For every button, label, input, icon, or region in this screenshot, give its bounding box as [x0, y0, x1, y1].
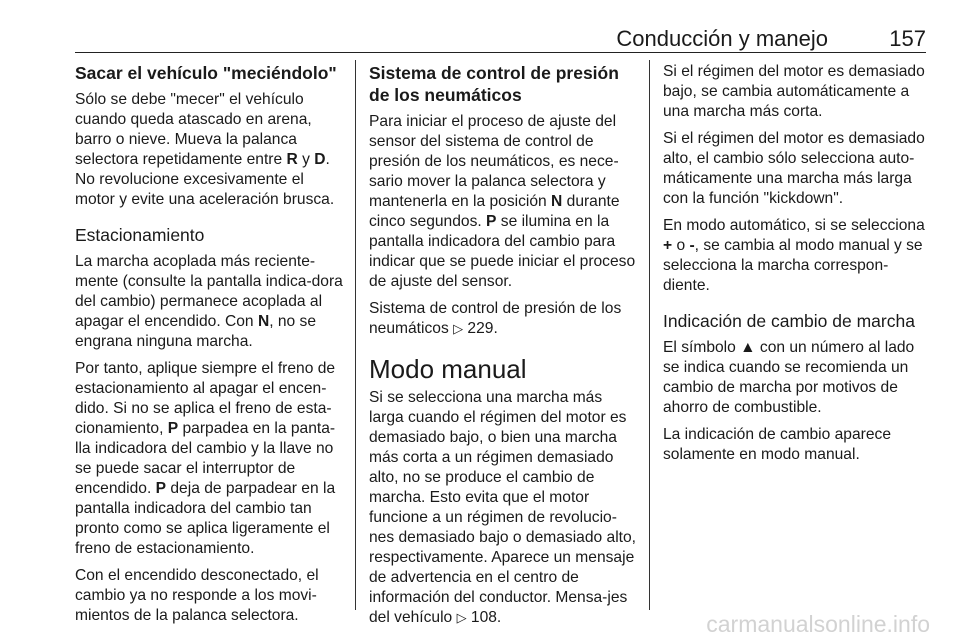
column-3: [663, 62, 933, 472]
page-number: 157: [889, 26, 926, 51]
heading-parking: Estacionamiento: [75, 225, 205, 245]
page-header: [63, 0, 930, 54]
column-2: [369, 62, 639, 636]
paragraph-manual-mode: Si se selecciona una marcha más larga cuando el régimen del motor es demasiado bajo, o bien una marcha más corta a un régimen demasiado alto, no se produce el cambio de marcha. Esto evita que el motor funcione a un régimen de revolucio-nes demasiado bajo o demasiado alto, respectivamente. Aparece un mensaje de advertencia en el centro de información del conductor. Mensa-jes del vehículo ▷ 108.: [369, 389, 637, 626]
paragraph-parking-2: Por tanto, aplique siempre el freno de estacionamiento al apagar el encen-dido. Si no se aplica el freno de esta-cionamiento, P parpadea en la panta-lla indicadora del cambio y la llave no se puede sacar el interruptor de encendido. P deja de parpadear en la pantalla indicadora del cambio tan pronto como se aplica ligeramente el freno de estacionamiento.: [75, 360, 336, 557]
header-divider: [75, 52, 926, 53]
upshift-triangle-icon: ▲: [740, 339, 756, 356]
paragraph-tpms-2: Sistema de control de presión de los neumáticos ▷ 229.: [369, 300, 622, 337]
paragraph-parking-1: La marcha acoplada más reciente-mente (consulte la pantalla indica-dora del cambio) permanece acoplada al apagar el encendido. Con N, no se engrana ninguna marcha.: [75, 253, 343, 350]
heading-manual-mode: Modo manual: [369, 354, 527, 384]
watermark: carmanualsonline.info: [706, 611, 930, 637]
column-divider-1: [355, 60, 356, 610]
paragraph-parking-3: Con el encendido desconectado, el cambio ya no responde a los movi-mientos de la palanca selectora.: [75, 567, 319, 624]
column-1: [75, 62, 345, 633]
column-divider-2: [649, 60, 650, 610]
paragraph-shift-indicator-1: El símbolo ▲ con un número al lado se indica cuando se recomienda un cambio de marcha por motivos de ahorro de combustible.: [663, 339, 915, 416]
paragraph-rocking: Sólo se debe "mecer" el vehículo cuando queda atascado en arena, barro o nieve. Mueva la palanca selectora repetidamente entre R y D. No revolucione excesivamente el motor y evite una aceleración brusca.: [75, 91, 335, 208]
page-reference-arrow-icon: ▷: [453, 322, 464, 337]
section-title: Conducción y manejo: [616, 26, 828, 51]
paragraph-downshift: Si el régimen del motor es demasiado bajo, se cambia automáticamente a una marcha más corta.: [663, 63, 925, 120]
paragraph-auto-to-manual: En modo automático, si se selecciona + o -, se cambia al modo manual y se selecciona la marcha correspon-diente.: [663, 217, 925, 294]
page-reference-arrow-icon: ▷: [456, 611, 467, 626]
paragraph-shift-indicator-2: La indicación de cambio aparece solamente en modo manual.: [663, 426, 891, 463]
paragraph-upshift: Si el régimen del motor es demasiado alto, el cambio sólo selecciona auto-máticamente una marcha más larga con la función "kickdown".: [663, 130, 925, 207]
page-reference[interactable]: 108.: [470, 609, 502, 626]
page-reference[interactable]: 229.: [467, 320, 498, 337]
heading-tpms: Sistema de control de presión de los neumáticos: [369, 63, 619, 105]
paragraph-tpms-1: Para iniciar el proceso de ajuste del sensor del sistema de control de presión de los neumáticos, es nece-sario mover la palanca selectora y mantenerla en la posición N durante cinco segundos. P se ilumina en la pantalla indicadora del cambio para indicar que se puede iniciar el proceso de ajuste del sensor.: [369, 113, 636, 290]
heading-rocking: Sacar el vehículo "meciéndolo": [75, 63, 337, 83]
heading-shift-indicator: Indicación de cambio de marcha: [663, 311, 915, 331]
